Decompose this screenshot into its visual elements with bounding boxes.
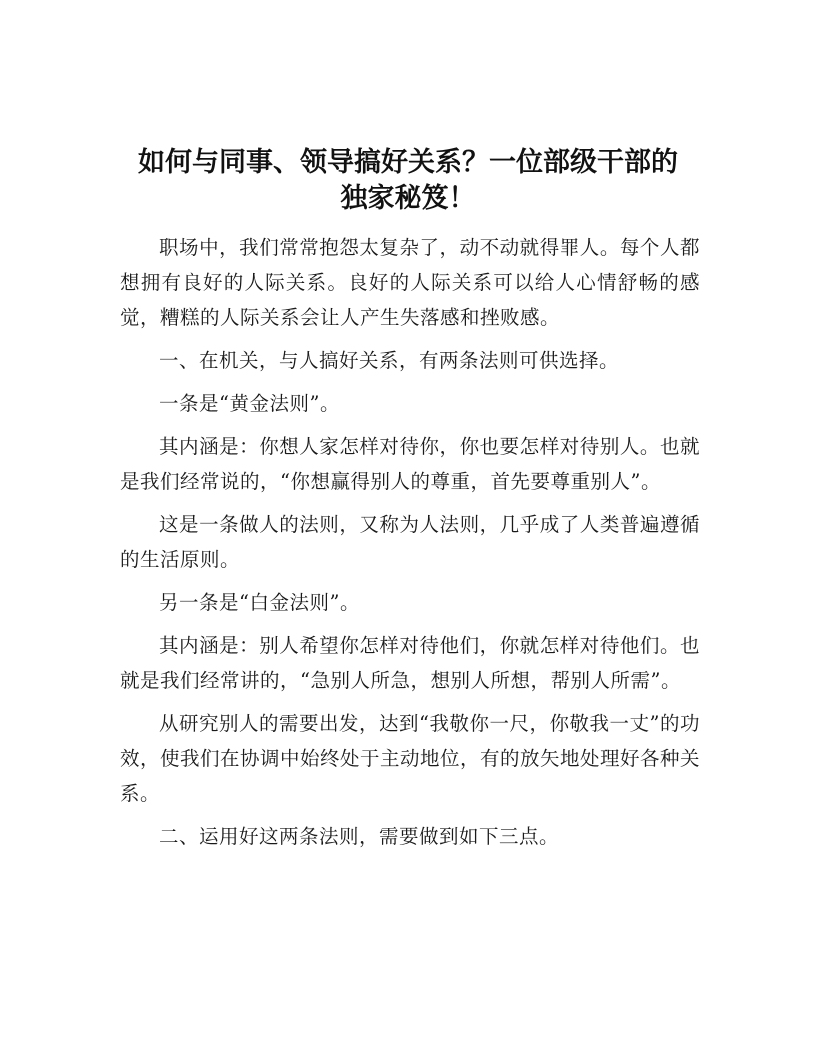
section-heading-1: 一、在机关，与人搞好关系，有两条法则可供选择。: [159, 349, 620, 372]
paragraph-golden-rule-note: 这是一条做人的法则，又称为人法则，几乎成了人类普遍遵循的生活原则。: [120, 513, 700, 571]
document-title-line-2: 独家秘笈！: [340, 183, 476, 214]
paragraph-golden-rule: 一条是“黄金法则”。: [159, 392, 340, 415]
paragraph-platinum-rule: 另一条是“白金法则”。: [159, 591, 360, 614]
paragraph-platinum-rule-meaning: 其内涵是：别人希望你怎样对待他们，你就怎样对待他们。也就是我们经常讲的，“急别人所急，想别人所想，帮别人所需”。: [120, 634, 700, 692]
section-heading-2: 二、运用好这两条法则，需要做到如下三点。: [159, 825, 560, 848]
paragraph-golden-rule-meaning: 其内涵是：你想人家怎样对待你，你也要怎样对待别人。也就是我们经常说的，“你想赢得别人的尊重，首先要尊重别人”。: [120, 435, 700, 493]
document-title-line-1: 如何与同事、领导搞好关系？一位部级干部的: [138, 147, 678, 178]
paragraph-platinum-rule-effect: 从研究别人的需要出发，达到“我敬你一尺，你敬我一丈”的功效，使我们在协调中始终处于主动地位，有的放矢地处理好各种关系。: [120, 712, 701, 805]
paragraph-intro: 职场中，我们常常抱怨太复杂了，动不动就得罪人。每个人都想拥有良好的人际关系。良好的人际关系可以给人心情舒畅的感觉，糟糕的人际关系会让人产生失落感和挫败感。: [120, 236, 700, 329]
document-body: [120, 230, 700, 862]
